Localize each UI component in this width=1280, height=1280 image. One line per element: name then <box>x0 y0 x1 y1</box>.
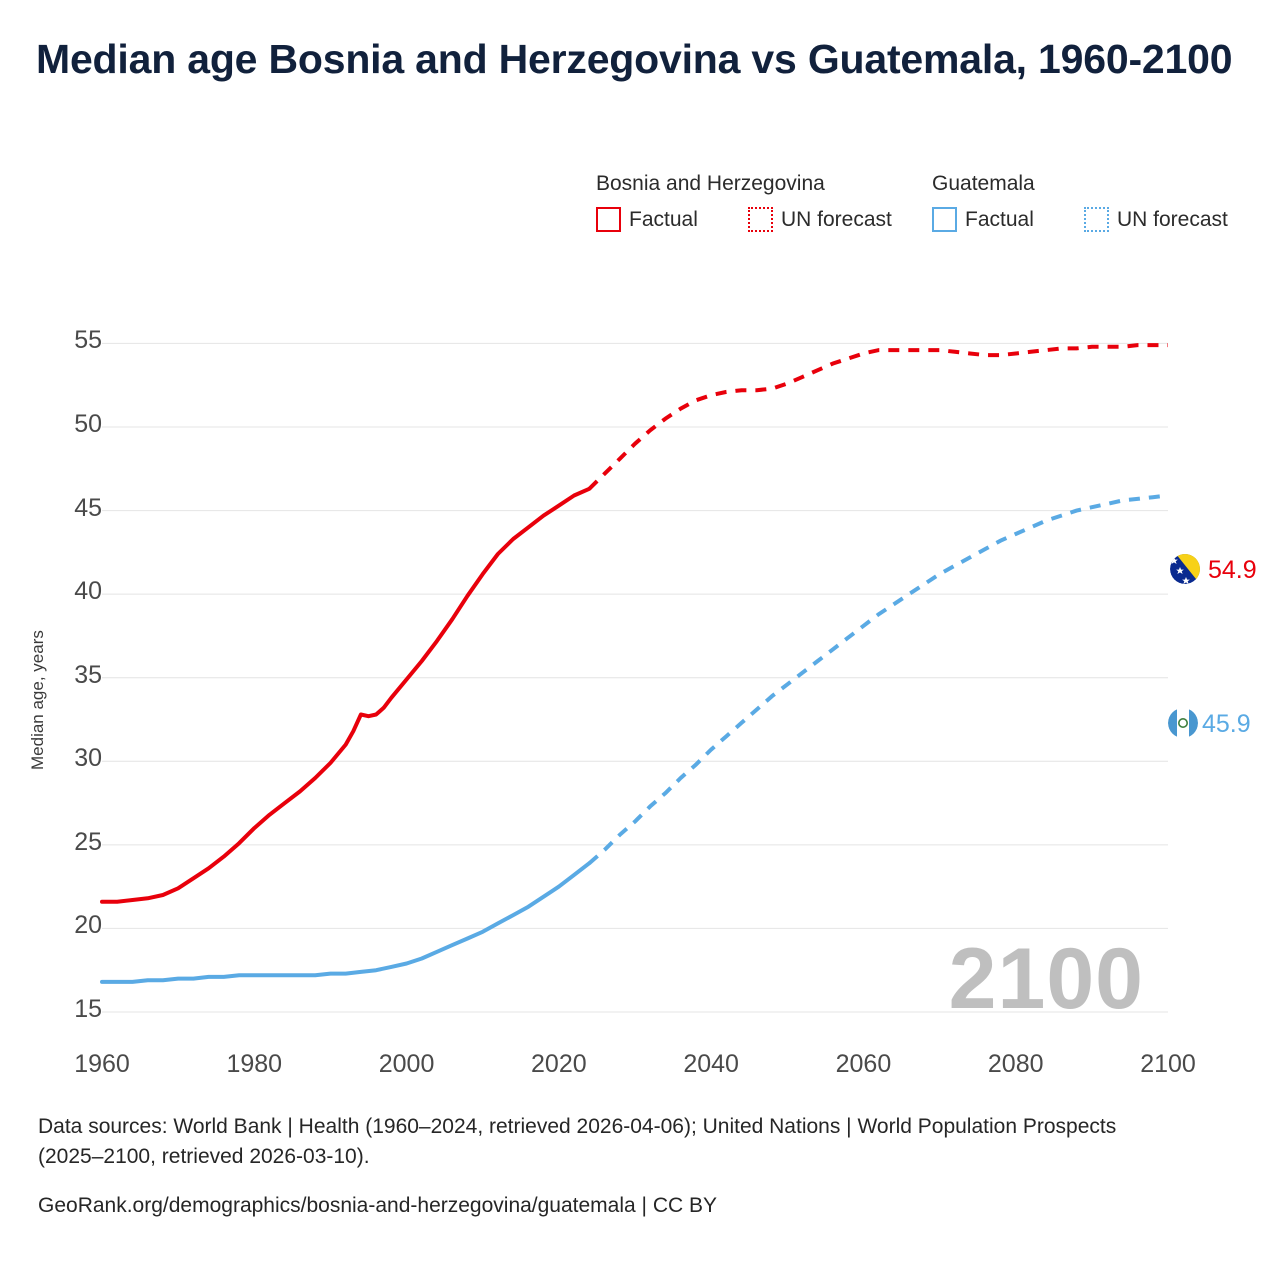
legend-item-guatemala-factual[interactable] <box>932 207 1084 232</box>
legend-item-label: Factual <box>965 207 1034 231</box>
series-line-forecast <box>589 496 1168 864</box>
x-tick-label: 2020 <box>531 1050 587 1078</box>
y-axis-ticks <box>0 250 102 1080</box>
dotted-line-swatch-icon <box>1084 207 1109 232</box>
bosnia-and-herzegovina-flag-icon <box>1170 554 1200 584</box>
y-tick-label: 35 <box>74 660 102 689</box>
solid-line-swatch-icon <box>596 207 621 232</box>
x-tick-label: 2000 <box>378 1050 435 1078</box>
chart-legend <box>596 172 1256 232</box>
legend-item-bih-forecast[interactable] <box>748 207 932 232</box>
page-title: Median age Bosnia and Herzegovina vs Guatemala, 1960-2100 <box>36 36 1233 82</box>
legend-group-bosnia-and-herzegovina: Bosnia and Herzegovina <box>596 172 825 195</box>
legend-group-titles <box>596 172 1256 196</box>
solid-line-swatch-icon <box>932 207 957 232</box>
series-line-forecast <box>589 345 1168 489</box>
legend-item-bih-factual[interactable] <box>596 207 748 232</box>
x-tick-label: 2100 <box>1140 1050 1196 1078</box>
y-tick-label: 25 <box>74 827 102 856</box>
legend-item-label: UN forecast <box>781 207 892 231</box>
plot-area <box>0 250 1280 1080</box>
y-tick-label: 45 <box>74 493 102 522</box>
y-tick-label: 20 <box>74 911 102 940</box>
y-tick-label: 30 <box>74 744 102 773</box>
series-line-factual <box>102 863 589 982</box>
bosnia-and-herzegovina-end-value: 54.9 <box>1208 556 1257 584</box>
legend-item-label: UN forecast <box>1117 207 1228 231</box>
y-tick-label: 55 <box>74 326 102 355</box>
x-tick-label: 1980 <box>226 1050 283 1078</box>
x-tick-label: 1960 <box>74 1050 130 1078</box>
attribution-link[interactable]: GeoRank.org/demographics/bosnia-and-herzegovina/guatemala | CC BY <box>38 1193 718 1217</box>
y-tick-label: 40 <box>74 577 102 606</box>
y-axis-title: Median age, years <box>28 630 47 770</box>
legend-item-guatemala-forecast[interactable] <box>1084 207 1228 232</box>
guatemala-end-value: 45.9 <box>1202 710 1251 738</box>
dotted-line-swatch-icon <box>748 207 773 232</box>
data-sources-text: Data sources: World Bank | Health (1960–2024, retrieved 2026-04-06); United Nations | World Population Prospects (2025–2100, retrieved 2026-03-10). <box>38 1115 1117 1169</box>
x-tick-label: 2040 <box>683 1050 739 1078</box>
x-tick-label: 2060 <box>835 1050 892 1078</box>
legend-item-label: Factual <box>629 207 698 231</box>
guatemala-flag-icon <box>1168 708 1198 738</box>
year-watermark: 2100 <box>948 931 1144 1027</box>
series-line-factual <box>102 489 589 902</box>
y-tick-label: 50 <box>74 410 102 438</box>
footer <box>38 1112 1238 1221</box>
x-axis-ticks <box>0 1050 1280 1110</box>
x-tick-label: 2080 <box>987 1050 1044 1078</box>
legend-group-guatemala: Guatemala <box>932 172 1035 195</box>
legend-items <box>596 207 1256 232</box>
y-tick-label: 15 <box>74 995 102 1023</box>
